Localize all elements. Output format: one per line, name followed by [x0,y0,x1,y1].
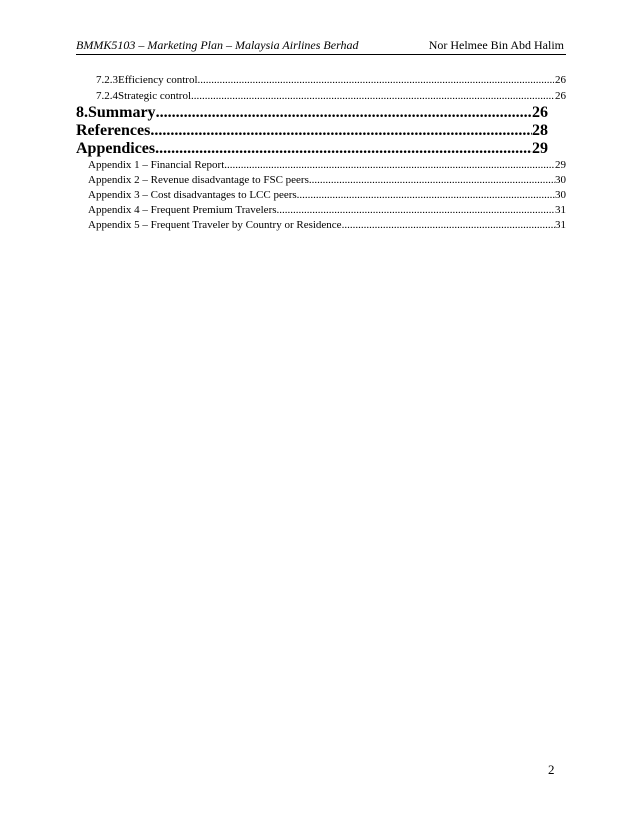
toc-entry-7-2-3[interactable] [76,72,566,88]
dot-leader [150,122,532,140]
dot-leader [309,173,555,188]
toc-entry-title: Efficiency control [118,74,198,86]
toc-entry-title: Appendix 1 – Financial Report [88,159,225,171]
toc-entry-references[interactable] [76,122,548,140]
toc-entry-appendix-5[interactable] [76,218,566,233]
page-header [76,38,566,55]
page-number: 2 [548,762,555,777]
toc-entry-page: 31 [555,219,566,231]
dot-leader [277,203,555,218]
toc-entry-title: Strategic control [118,90,192,102]
dot-leader [297,188,555,203]
toc-entry-page: 28 [532,122,548,139]
toc-entry-title: Appendix 2 – Revenue disadvantage to FSC peers [88,174,309,186]
dot-leader [342,218,555,233]
toc-entry-number: 8. [76,104,88,121]
toc-entry-appendix-1[interactable] [76,158,566,173]
toc-entry-page: 31 [555,204,566,216]
toc-entry-number: 7.2.4 [96,90,118,102]
table-of-contents [76,72,566,233]
toc-entry-title: Summary [88,104,156,121]
dot-leader [224,158,555,173]
toc-entry-title: Appendix 4 – Frequent Premium Travelers [88,204,277,216]
toc-entry-title: Appendix 3 – Cost disadvantages to LCC peers [88,189,297,201]
toc-entry-title: Appendix 5 – Frequent Traveler by Country or Residence [88,219,342,231]
toc-entry-number: 7.2.3 [96,74,118,86]
toc-entry-page: 29 [555,159,566,171]
toc-entry-title: Appendices [76,140,156,157]
toc-entry-appendix-4[interactable] [76,203,566,218]
header-author: Nor Helmee Bin Abd Halim [428,38,564,52]
dot-leader [156,104,532,122]
toc-entry-7-2-4[interactable] [76,88,566,104]
toc-entry-page: 30 [555,174,566,186]
toc-entry-summary[interactable] [76,104,548,122]
toc-entry-page: 26 [532,104,548,121]
dot-leader [191,88,554,104]
toc-entry-page: 26 [555,74,566,86]
dot-leader [155,140,532,158]
toc-entry-page: 29 [532,140,548,157]
header-course-title: BMMK5103 – Marketing Plan – Malaysia Airlines Berhad [76,38,359,52]
dot-leader [198,72,554,88]
toc-entry-page: 26 [555,90,566,102]
toc-entry-page: 30 [555,189,566,201]
toc-entry-title: References [76,122,151,139]
toc-entry-appendix-2[interactable] [76,173,566,188]
toc-entry-appendix-3[interactable] [76,188,566,203]
toc-entry-appendices[interactable] [76,140,548,158]
